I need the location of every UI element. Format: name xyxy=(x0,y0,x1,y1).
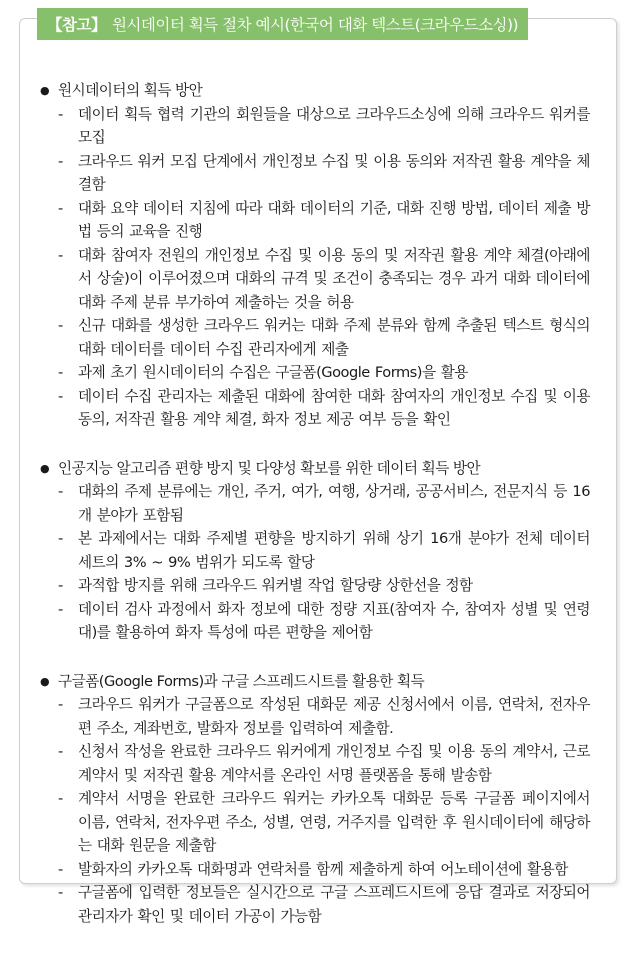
item-text: 대화의 주제 분류에는 개인, 주거, 여가, 여행, 상거래, 공공서비스, 전문지식 등 16개 분야가 포함됨 xyxy=(78,483,590,524)
item-text: 계약서 서명을 완료한 크라우드 워커는 카카오톡 대화문 등록 구글폼 페이지에서 이름, 연락처, 전자우편 주소, 성별, 연령, 거주지를 입력한 후 원시데이터에 해당하는 대화 원문을 제출함 xyxy=(78,790,590,854)
dash-marker: - xyxy=(58,317,63,334)
list-item xyxy=(40,480,600,527)
item-list xyxy=(40,480,600,645)
item-text: 대화 참여자 전원의 개인정보 수집 및 이용 동의 및 저작권 활용 계약 체결(아래에서 상술)이 이루어졌으며 대화의 규격 및 조건이 충족되는 경우 과거 대화 데이터에 대화 주제 분류 부가하여 제출하는 것을 허용 xyxy=(78,246,590,311)
section-heading: 원시데이터의 획득 방안 xyxy=(58,82,203,99)
dash-marker: - xyxy=(58,364,63,381)
dash-marker: - xyxy=(58,152,63,170)
section-heading-row xyxy=(40,670,600,694)
list-item xyxy=(40,314,600,361)
reference-tag: 【참고】 xyxy=(47,16,106,34)
item-text: 크라우드 워커가 구글폼으로 작성된 대화문 제공 신청서에서 이름, 연락처, 전자우편 주소, 계좌번호, 발화자 정보를 입력하여 제출함. xyxy=(78,696,590,737)
item-list xyxy=(40,103,600,432)
dash-marker: - xyxy=(58,387,63,405)
item-text: 대화 요약 데이터 지침에 따라 대화 데이터의 기준, 대화 진행 방법, 데이터 제출 방법 등의 교육을 진행 xyxy=(78,199,590,240)
item-text: 구글폼에 입력한 정보들은 실시간으로 구글 스프레드시트에 응답 결과로 저장되어 관리자가 확인 및 데이터 가공이 가능함 xyxy=(78,884,590,925)
dash-marker: - xyxy=(58,530,63,547)
item-text: 과제 초기 원시데이터의 수집은 구글폼(Google Forms)을 활용 xyxy=(78,364,468,381)
item-text: 크라우드 워커 모집 단계에서 개인정보 수집 및 이용 동의와 저작권 활용 계약을 체결함 xyxy=(78,152,590,193)
dash-marker: - xyxy=(58,696,63,713)
reference-box-page xyxy=(19,8,615,925)
reference-title-banner xyxy=(37,8,528,40)
item-text: 발화자의 카카오톡 대화명과 연락처를 함께 제출하게 하여 어노테이션에 활용함 xyxy=(78,860,568,878)
item-text: 과적합 방지를 위해 크라우드 워커별 작업 할당량 상한선을 정함 xyxy=(78,577,473,594)
section-heading-row xyxy=(40,457,600,481)
list-item xyxy=(40,574,600,598)
bullet-icon: ● xyxy=(40,461,50,475)
list-item xyxy=(40,197,600,244)
list-item xyxy=(40,787,600,858)
section-acquisition xyxy=(40,79,600,432)
list-item xyxy=(40,598,600,645)
list-item xyxy=(40,244,600,315)
item-text: 데이터 획득 협력 기관의 회원들을 대상으로 크라우드소싱에 의해 크라우드 워커를 모집 xyxy=(78,105,590,146)
section-heading: 구글폼(Google Forms)과 구글 스프레드시트를 활용한 획득 xyxy=(58,672,425,690)
content-body xyxy=(40,79,600,953)
section-google-forms xyxy=(40,670,600,929)
item-list xyxy=(40,693,600,928)
dash-marker: - xyxy=(58,577,63,594)
list-item xyxy=(40,527,600,574)
dash-marker: - xyxy=(58,483,63,500)
item-text: 데이터 검사 과정에서 화자 정보에 대한 정량 지표(참여자 수, 참여자 성별 및 연령대)를 활용하여 화자 특성에 따른 편향을 제어함 xyxy=(78,600,590,641)
dash-marker: - xyxy=(58,600,63,618)
list-item xyxy=(40,361,600,385)
item-text: 신청서 작성을 완료한 크라우드 워커에게 개인정보 수집 및 이용 동의 계약서, 근로 계약서 및 저작권 활용 계약서를 온라인 서명 플랫폼을 통해 발송함 xyxy=(78,743,590,784)
list-item xyxy=(40,881,600,928)
section-heading-row xyxy=(40,79,600,103)
item-text: 신규 대화를 생성한 크라우드 워커는 대화 주제 분류와 함께 추출된 텍스트 형식의 대화 데이터를 데이터 수집 관리자에게 제출 xyxy=(78,317,590,358)
dash-marker: - xyxy=(58,790,63,807)
bullet-icon: ● xyxy=(40,674,50,688)
list-item xyxy=(40,385,600,432)
dash-marker: - xyxy=(58,743,63,760)
dash-marker: - xyxy=(58,246,63,264)
dash-marker: - xyxy=(58,884,63,901)
section-bias-prevention xyxy=(40,457,600,645)
reference-card xyxy=(19,18,617,925)
reference-title: 원시데이터 획득 절차 예시(한국어 대화 텍스트(크라우드소싱)) xyxy=(111,16,519,34)
list-item xyxy=(40,740,600,787)
list-item xyxy=(40,693,600,740)
dash-marker: - xyxy=(58,860,63,878)
bullet-icon: ● xyxy=(40,84,50,97)
list-item xyxy=(40,858,600,882)
dash-marker: - xyxy=(58,199,63,217)
dash-marker: - xyxy=(58,105,63,123)
list-item xyxy=(40,103,600,150)
section-heading: 인공지능 알고리즘 편향 방지 및 다양성 확보를 위한 데이터 획득 방안 xyxy=(58,459,481,477)
item-text: 본 과제에서는 대화 주제별 편향을 방지하기 위해 상기 16개 분야가 전체 데이터 세트의 3% ~ 9% 범위가 되도록 할당 xyxy=(78,530,590,571)
list-item xyxy=(40,150,600,197)
item-text: 데이터 수집 관리자는 제출된 대화에 참여한 대화 참여자의 개인정보 수집 및 이용 동의, 저작권 활용 계약 체결, 화자 정보 제공 여부 등을 확인 xyxy=(78,387,590,428)
